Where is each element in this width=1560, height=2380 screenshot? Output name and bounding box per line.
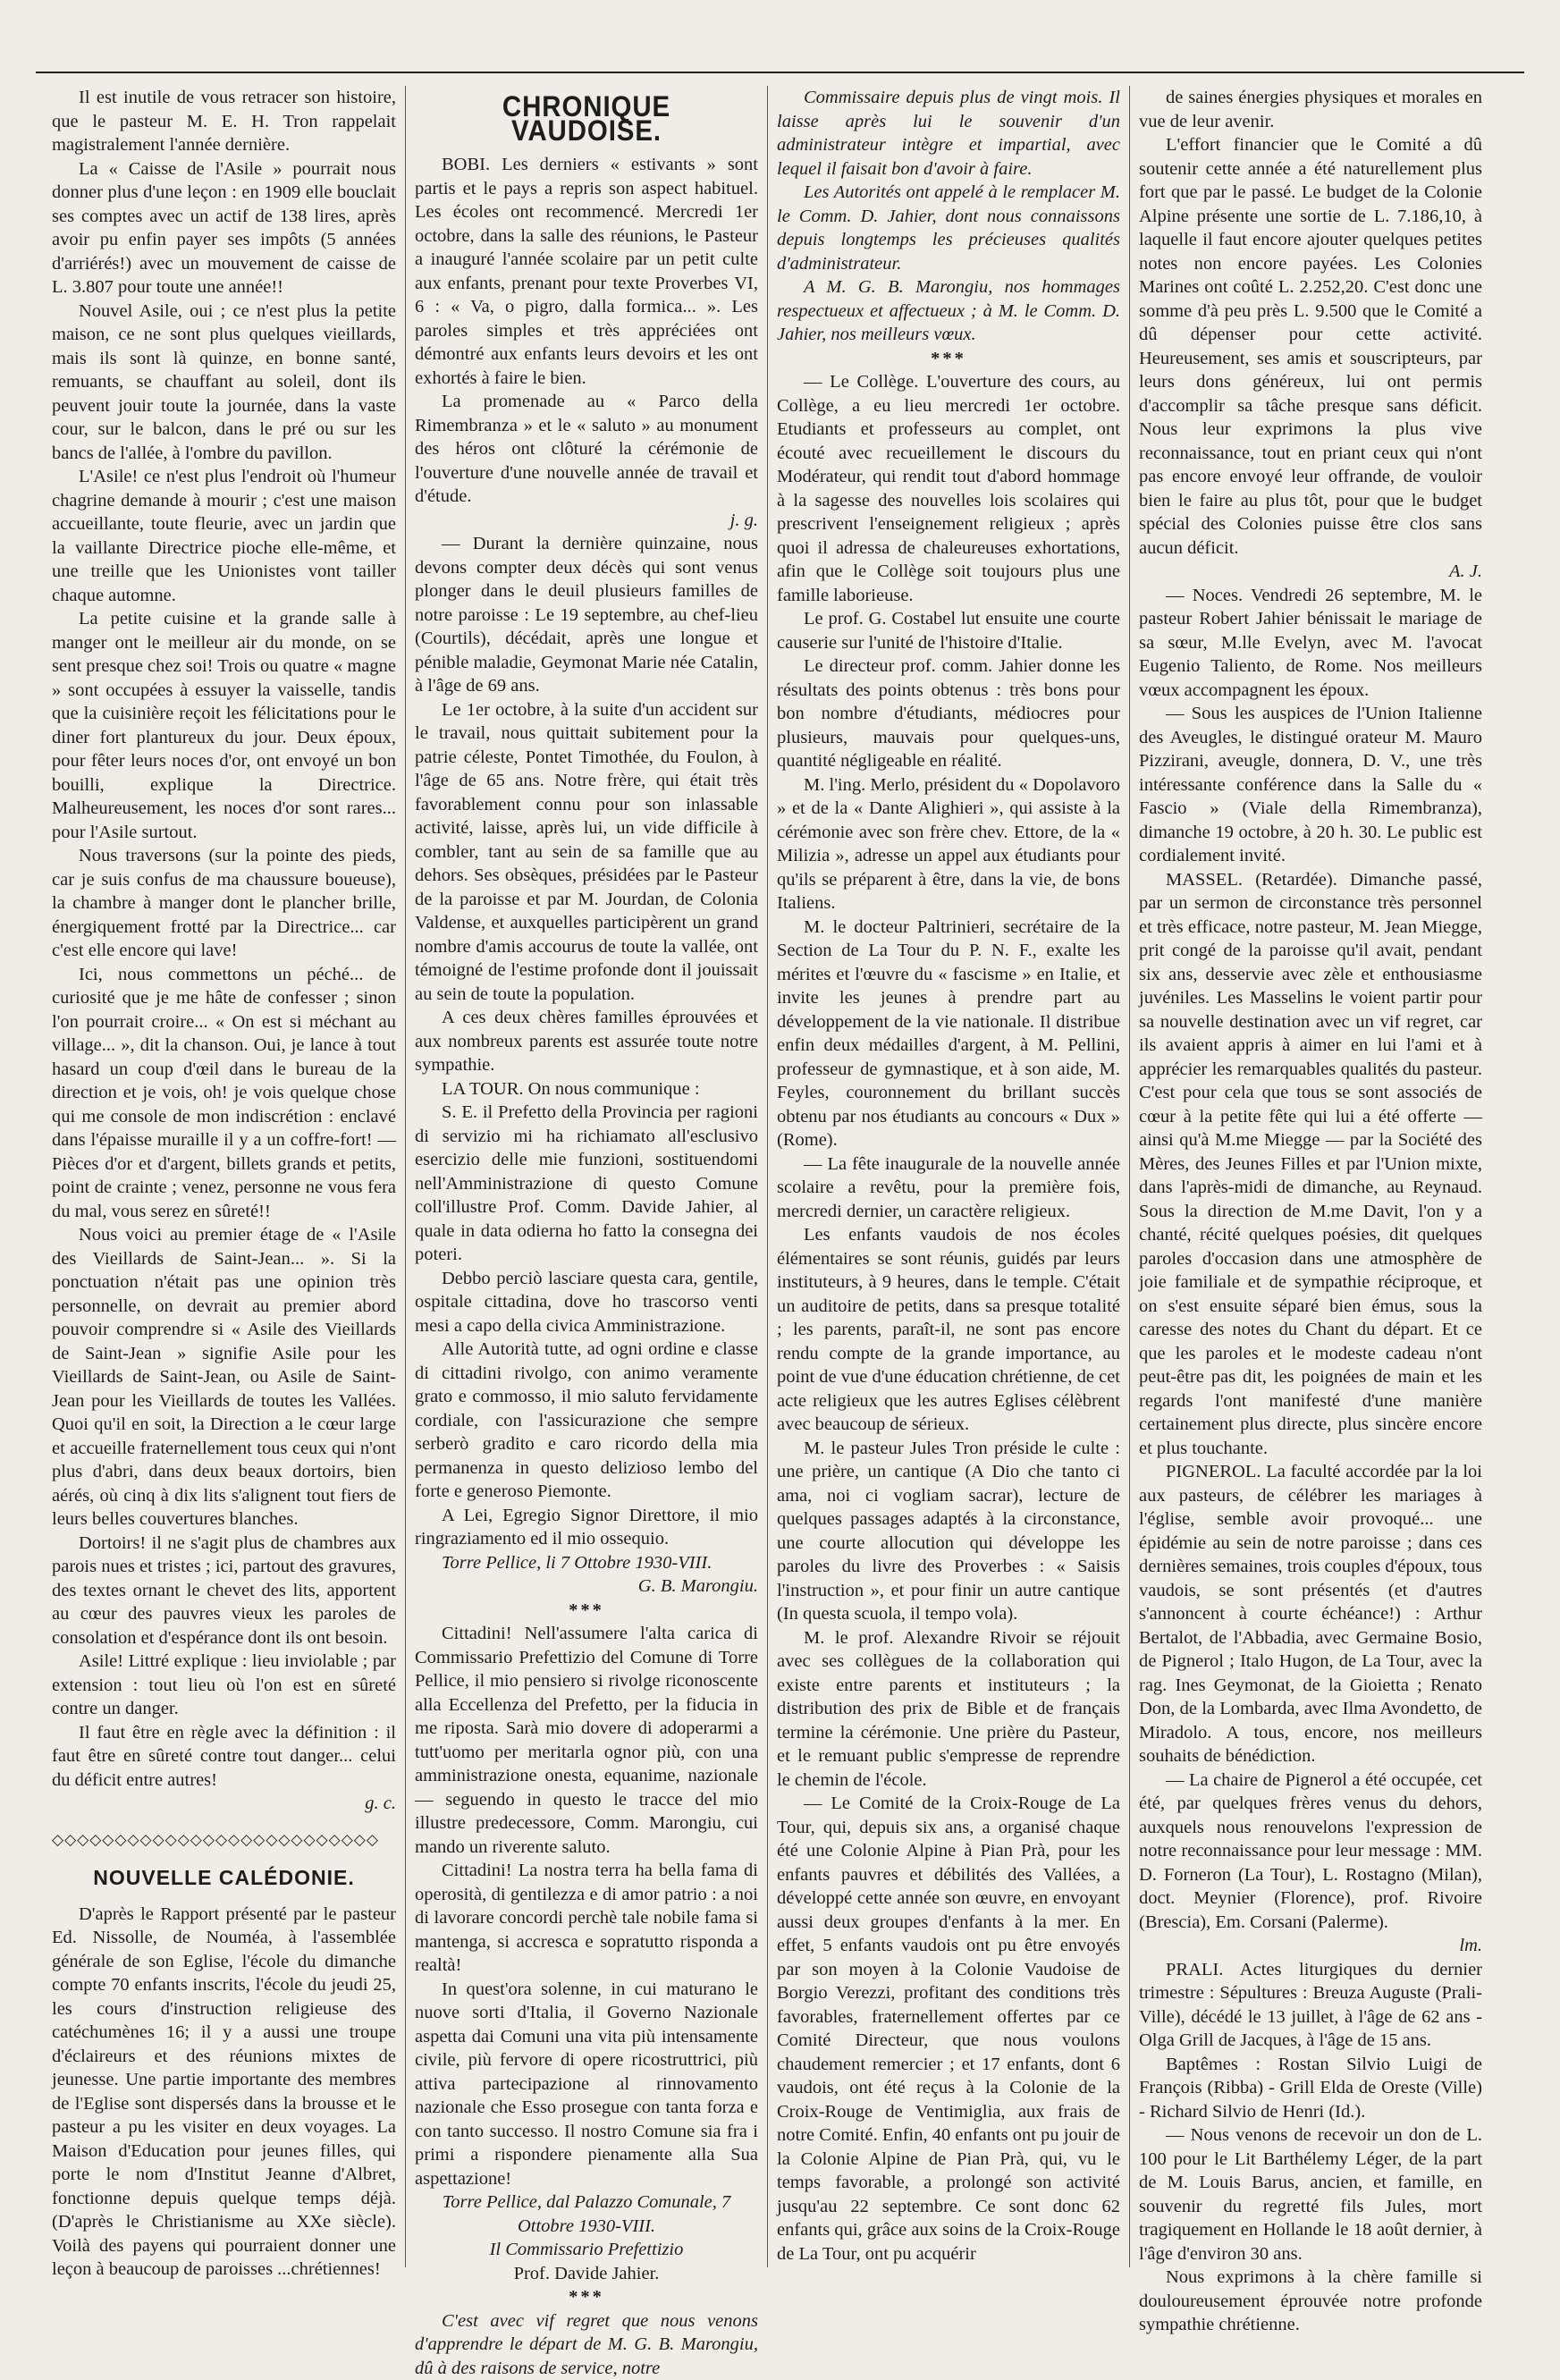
paragraph: Baptêmes : Rostan Silvio Luigi de François (Ribba) - Grill Elda de Oreste (Ville) - Richard Silvio de Henri (Id.).: [1139, 2053, 1482, 2124]
paragraph: PIGNEROL. La faculté accordée par la loi aux pasteurs, de célébrer les mariages à l'église, semble avoir provoqué... une épidémie au sein de notre paroisse ; dans ces dernières semaines, trois couples d'époux, tous vaudois, se sont présentés (et d'autres s'annoncent à courte échéance!) : Arthur Bertalot, de l'Abbadia, avec Germaine Bosio, de Pignerol ; Italo Hugon, de La Tour, avec la rag. Ines Geymonat, de la Gioietta ; Renato Don, de la Lombarda, avec Ilma Avondetto, de Miradolo. A tous, encore, nos meilleurs souhaits de bénédiction.: [1139, 1460, 1482, 1768]
paragraph: MASSEL. (Retardée). Dimanche passé, par un sermon de circonstance très personnel et très efficace, notre pasteur, M. Jean Miegge, prit congé de la paroisse qu'il avait, pendant six ans, desservie avec zèle et enthousiasme juvéniles. Les Masselins le voient partir pour sa nouvelle destination avec un vif regret, car ils avaient appris à aimer en lui l'ami et à apprécier les remarquables qualités du pasteur. C'est pour cela que tous se sont associés de cœur à la petite fête qui lui a été offerte — ainsi qu'à M.me Miegge — par la Société des Mères, des Jeunes Filles et par l'Union mixte, dans l'après-midi de dimanche, au Reynaud. Sous la direction de M.me Davit, l'on y a chanté, récité quelques poésies, dit quelques paroles d'occasion dans une atmosphère de joie familiale et de sympathie réciproque, et on s'est ensuite séparé bien émus, sous la caresse des notes du Chant du départ. Et ce que les paroles et le modeste cadeau n'ont peut-être pas dit, les poignées de main et les regards l'ont manifesté d'une manière certainement plus directe, plus sincère encore et plus touchante.: [1139, 868, 1482, 1461]
paragraph: A Lei, Egregio Signor Direttore, il mio ringraziamento ed il mio ossequio.: [415, 1504, 758, 1551]
paragraph: — Sous les auspices de l'Union Italienne des Aveugles, le distingué orateur M. Mauro Pizzirani, aveugle, donnera, D. V., une très intéressante conférence dans la Salle du « Fascio » (Viale della Rimembranza), dimanche 19 octobre, à 20 h. 30. Le public est cordialement invité.: [1139, 702, 1482, 868]
ornament-divider: ◇◇◇◇◇◇◇◇◇◇◇◇◇◇◇◇◇◇◇◇◇◇◇◇◇◇: [52, 1828, 396, 1853]
paragraph: A M. G. B. Marongiu, nos hommages respectueux et affectueux ; à M. le Comm. D. Jahier, nos meilleurs vœux.: [777, 275, 1120, 347]
paragraph: — Nous venons de recevoir un don de L. 100 pour le Lit Barthélemy Léger, de la part de M. Louis Barus, ancien, et famille, en souvenir du regretté fils Jules, mort tragiquement en Hollande le 18 août dernier, à l'âge d'environ 30 ans.: [1139, 2123, 1482, 2266]
column-4: [1129, 86, 1491, 2267]
paragraph: de saines énergies physiques et morales en vue de leur avenir.: [1139, 86, 1482, 133]
top-rule: [36, 72, 1524, 73]
separator-stars: ***: [415, 2285, 758, 2309]
paragraph: S. E. il Prefetto della Provincia per ragioni di servizio mi ha richiamato all'esclusivo esercizio delle mie funzioni, sostituendomi nell'Amministrazione di questo Comune coll'illustre Prof. Comm. Davide Jahier, al quale in data odierna ho fatto la consegna dei poteri.: [415, 1101, 758, 1267]
paragraph: PRALI. Actes liturgiques du dernier trimestre : Sépultures : Breuza Auguste (Prali-Ville), décédé le 13 juillet, à l'âge de 62 ans - Olga Grill de Jacques, à l'âge de 15 ans.: [1139, 1958, 1482, 2053]
paragraph: Cittadini! Nell'assumere l'alta carica di Commissario Prefettizio del Comune di Torre Pellice, il mio pensiero si rivolge riconoscente alla Eccellenza del Prefetto, per la fiducia in me riposta. Sarà mio dovere di adoperarmi a tutt'uomo per meritarla ognor più, con una amministrazione onesta, equanime, nazionale — seguendo in questo le tracce del mio illustre predecessore, Comm. Marongiu, cui mando un riverente saluto.: [415, 1622, 758, 1859]
signature: G. B. Marongiu.: [415, 1574, 758, 1599]
paragraph: Nous traversons (sur la pointe des pieds, car je suis confus de ma chaussure boueuse), la chambre à manger dont le plancher brille, énergiquement frotté par la Directrice... car c'est elle encore qui lave!: [52, 844, 396, 963]
paragraph: — La fête inaugurale de la nouvelle année scolaire a revêtu, pour la première fois, mercredi dernier, un caractère religieux.: [777, 1152, 1120, 1224]
paragraph: Nous voici au premier étage de « l'Asile des Vieillards de Saint-Jean... ». Si la ponctuation n'était pas une opinion très personnelle, on devrait au premier abord pouvoir comprendre si « Asile des Vieillards de Saint-Jean » signifie Asile pour les Vieillards de Saint-Jean, ou Asile de Saint-Jean pour les Vieillards de toutes les Vallées. Quoi qu'il en soit, la Direction a le cœur large et accueille fraternellement tous ceux qui n'ont plus d'abri, dans deux beaux dortoirs, bien aérés, où cinq à dix lits s'alignent tout fiers de leurs belles couvertures blanches.: [52, 1223, 396, 1532]
paragraph: La « Caisse de l'Asile » pourrait nous donner plus d'une leçon : en 1909 elle bouclait ses comptes avec un actif de 138 lires, après avoir pu enfin payer ses impôts (5 années d'arriérés!) avec un mouvement de caisse de L. 3.807 pour toute une année!!: [52, 157, 396, 300]
paragraph: — Le Collège. L'ouverture des cours, au Collège, a eu lieu mercredi 1er octobre. Etudiants et professeurs au complet, ont écouté avec recueillement le discours du Modérateur, qui rendit tout d'abord hommage à la sagesse des nouvelles lois scolaires qui prescrivent l'enseignement religieux ; après quoi il adressa de chaleureuses exhortations, afin que le Collège soit toujours plus une famille laborieuse.: [777, 370, 1120, 607]
dateline: Torre Pellice, dal Palazzo Comunale, 7 Ottobre 1930-VIII.: [415, 2190, 758, 2238]
dateline: Torre Pellice, li 7 Ottobre 1930-VIII.: [415, 1551, 758, 1575]
paragraph: D'après le Rapport présenté par le pasteur Ed. Nissolle, de Nouméa, à l'assemblée générale de son Eglise, l'école du dimanche compte 70 enfants inscrits, l'école du jeudi 25, les cours d'instruction religieuse des catéchumènes 16; il y a aussi une troupe d'éclaireurs et des réunions mixtes de jeunesse. Une partie importante des membres de l'Eglise sont dispersés dans la brousse et le pasteur a pu les visiter en deux voyages. La Maison d'Education pour jeunes filles, qui porte le nom d'Institut Jeanne d'Albret, fonctionne depuis quelque temps déjà. (D'après le Christianisme au XXe siècle). Voilà des payens qui pourraient donner une leçon à beaucoup de paroisses ...chrétiennes!: [52, 1903, 396, 2282]
paragraph: Les enfants vaudois de nos écoles élémentaires se sont réunis, guidés par leurs instituteurs, à 9 heures, dans le temple. C'était un auditoire de petits, dans sa presque totalité ; les parents, paraît-il, ne sont pas encore rendu compte de la grande importance, au point de vue d'une éducation chrétienne, de cet acte religieux que les autres Eglises célèbrent avec beaucoup de sérieux.: [777, 1223, 1120, 1437]
paragraph: L'effort financier que le Comité a dû soutenir cette année a été naturellement plus fort que par le passé. Le budget de la Colonie Alpine présente une sortie de L. 7.186,10, à laquelle il faut encore ajouter quelques petites notes non encore payées. Les Colonies Marines ont coûté L. 2.252,20. C'est donc une somme d'à peu près L. 9.500 que le Comité a dû dépenser pour cette activité. Heureusement, ses amis et souscripteurs, par leurs dons généreux, lui ont permis d'accomplir sa tâche presque sans déficit. Nous leur exprimons la plus vive reconnaissance, tout en priant ceux qui n'ont pas encore envoyé leur offrande, de vouloir bien le faire au plus tôt, pour que le budget spécial des Colonies puisse être clos sans aucun déficit.: [1139, 133, 1482, 560]
separator-stars: ***: [415, 1599, 758, 1623]
columns: [43, 86, 1518, 2267]
signature: Prof. Davide Jahier.: [415, 2262, 758, 2286]
paragraph: BOBI. Les derniers « estivants » sont partis et le pays a repris son aspect habituel. Les écoles ont recommencé. Mercredi 1er octobre, dans la salle des réunions, le Pasteur a inauguré l'année scolaire par un petit culte aux enfants, prenant pour texte Proverbes VI, 6 : « Va, o pigro, dalla formica... ». Les paroles simples et très appréciées ont démontré aux enfants leurs devoirs et les ont exhortés à faire le bien.: [415, 153, 758, 390]
paragraph: Alle Autorità tutte, ad ogni ordine e classe di cittadini rivolgo, con animo veramente grato e commosso, il mio saluto fervidamente cordiale, con l'assicurazione che sempre serberò gradito e caro ricordo della mia permanenza in questo delizioso lembo del forte e generoso Piemonte.: [415, 1338, 758, 1504]
signature: A. J.: [1139, 560, 1482, 584]
paragraph: La promenade au « Parco della Rimembranza » et le « saluto » au monument des héros ont clôturé la cérémonie de l'ouverture d'une nouvelle année de travail et d'étude.: [415, 390, 758, 509]
paragraph: In quest'ora solenne, in cui maturano le nuove sorti d'Italia, il Governo Nazionale aspetta dai Comuni una vita più intensamente civile, più fervore di opere ricostruttrici, più attiva partecipazione al rinnovamento nazionale che Esso prosegue con tanta forza e con tanto successo. Il nostro Comune sia fra i primi a rispondere pienamente alla Sua aspettazione!: [415, 1978, 758, 2191]
paragraph: Ici, nous commettons un péché... de curiosité que je me hâte de confesser ; sinon l'on pourrait croire... « On est si méchant au village... », dit la chanson. Oui, je lance à tout hasard un coup d'œil dans le bureau de la direction et je vois, oh! je vois quelque chose qui me console de mon indiscrétion : enclavé dans l'épaisse muraille il y a un coffre-fort! — Pièces d'or et d'argent, billets grands et petits, point de crainte ; venez, personne ne vous fera du mal, vous serez en sûreté!!: [52, 963, 396, 1224]
paragraph: M. l'ing. Merlo, président du « Dopolavoro » et de la « Dante Alighieri », qui assiste à la cérémonie avec son frère chev. Ettore, de la « Milizia », adresse un appel aux étudiants pour qu'ils se préparent à être, dans la vie, de bons Italiens.: [777, 773, 1120, 916]
paragraph: La petite cuisine et la grande salle à manger ont le meilleur air du monde, on se sent presque chez soi! Trois ou quatre « magne » sont occupées à essuyer la vaisselle, tandis que la cuisinière reçoit les félicitations pour le diner fort plantureux du jour. Deux époux, pour fêter leurs noces d'or, ont envoyé un bon bouilli, explique la Directrice. Malheureusement, les noces d'or sont rares... pour l'Asile surtout.: [52, 607, 396, 844]
separator-stars: ***: [777, 347, 1120, 371]
paragraph: M. le prof. Alexandre Rivoir se réjouit avec ses collègues de la collaboration qui existe entre parents et instituteurs ; la distribution des prix de Bible et de français termine la cérémonie. Une prière du Pasteur, et le remuant public s'empresse de reprendre le chemin de l'école.: [777, 1626, 1120, 1793]
paragraph: A ces deux chères familles éprouvées et aux nombreux parents est assurée toute notre sympathie.: [415, 1006, 758, 1077]
paragraph: Le 1er octobre, à la suite d'un accident sur le travail, nous quittait subitement pour la patrie céleste, Pontet Timothée, du Foulon, à l'âge de 65 ans. Notre frère, qui était très favorablement connu pour son inlassable activité, laisse, après lui, un vide difficile à combler, tant au sein de sa famille que au dehors. Ses obsèques, présidées par le Pasteur de la paroisse et par M. Jourdan, de Colonia Valdense, et auxquelles participèrent un grand nombre d'amis accourus de toute la vallée, ont témoigné de l'estime profonde dont il jouissait au sein de toute la population.: [415, 698, 758, 1007]
signature: j. g.: [415, 509, 758, 533]
paragraph: Le directeur prof. comm. Jahier donne les résultats des points obtenus : très bons pour bon nombre d'étudiants, médiocres pour plusieurs, mauvais pour quelques-uns, quantité négligeable en réalité.: [777, 654, 1120, 773]
paragraph: M. le pasteur Jules Tron préside le culte : une prière, un cantique (A Dio che tanto ci ama, noi ci vogliam sacrar), lecture de quelques passages adaptés à la circonstance, une courte allocution qui développe les paroles du livre des Proverbes : « Saisis l'instruction », et pour finir un autre cantique (In questa scuola, il tempo vola).: [777, 1437, 1120, 1626]
paragraph: Asile! Littré explique : lieu inviolable ; par extension : tout lieu où l'on est en sûreté contre un danger.: [52, 1650, 396, 1721]
paragraph: — La chaire de Pignerol a été occupée, cet été, par quelques frères venus du dehors, auxquels nous renouvelons l'expression de notre reconnaissance pour leur message : MM. D. Forneron (La Tour), L. Rostagno (Milan), doct. Meynier (Florence), prof. Rivoire (Brescia), Em. Corsani (Palerme).: [1139, 1768, 1482, 1935]
paragraph: — Durant la dernière quinzaine, nous devons compter deux décès qui sont venus plonger dans le deuil plusieurs familles de notre paroisse : Le 19 septembre, au chef-lieu (Courtils), décédait, après une longue et pénible maladie, Geymonat Marie née Catalin, à l'âge de 69 ans.: [415, 532, 758, 698]
paragraph: Nous exprimons à la chère famille si douloureusement éprouvée notre profonde sympathie chrétienne.: [1139, 2266, 1482, 2337]
paragraph: — Noces. Vendredi 26 septembre, M. le pasteur Robert Jahier bénissait le mariage de sa sœur, M.lle Evelyn, avec M. l'avocat Eugenio Taliento, de Rome. Nos meilleurs vœux accompagnent les époux.: [1139, 584, 1482, 703]
paragraph: LA TOUR. On nous communique :: [415, 1077, 758, 1101]
paragraph: Dortoirs! il ne s'agit plus de chambres aux parois nues et tristes ; ici, partout des gravures, des textes ornant le chevet des lits, apportent au cœur des pauvres vieux les paroles de consolation et d'espérance dont ils ont besoin.: [52, 1532, 396, 1650]
paragraph: Cittadini! La nostra terra ha bella fama di operosità, di gentilezza e di amor patrio : a noi di lavorare concordi perchè tale nobile fama si mantenga, si accresca e sopratutto risponda a realtà!: [415, 1859, 758, 1978]
section-title: NOUVELLE CALÉDONIE.: [52, 1866, 396, 1890]
column-1: [43, 86, 405, 2267]
signature: g. c.: [52, 1792, 396, 1816]
column-2: [405, 86, 767, 2267]
paragraph: — Le Comité de la Croix-Rouge de La Tour, qui, depuis six ans, a organisé chaque été une Colonie Alpine à Pian Prà, pour les enfants pauvres et débilités des Vallées, a développé cette année son œuvre, en envoyant aussi deux groupes d'enfants à la mer. En effet, 5 enfants vaudois ont pu être envoyés par son moyen à la Colonie Vaudoise de Borgio Verezzi, profitant des conditions très favorables, fraternellement offertes par ce Comité Directeur, que nous voulons chaudement remercier ; et 17 enfants, dont 6 vaudois, ont été reçus à la Colonie de la Croix-Rouge de Ventimiglia, aux frais de notre Comité. Enfin, 40 enfants ont pu jouir de la Colonie Alpine de Pian Prà, qui, vu le temps favorable, a prolongé son activité jusqu'au 22 septembre. Ce sont donc 62 enfants qui, grâce aux soins de la Croix-Rouge de La Tour, ont pu acquérir: [777, 1792, 1120, 2266]
paragraph: Le prof. G. Costabel lut ensuite une courte causerie sur l'unité de l'histoire d'Italie.: [777, 607, 1120, 654]
paragraph: M. le docteur Paltrinieri, secrétaire de la Section de La Tour du P. N. F., exalte les mérites et l'œuvre du « fascisme » en Italie, et invite les jeunes à prendre part au développement de la vie nationale. Il distribue enfin deux médailles d'argent, à M. Pellini, professeur de gymnastique, et à son aide, M. Feyles, couronnement du brillant succès obtenu par nos étudiants au concours « Dux » (Rome).: [777, 916, 1120, 1152]
paragraph: Commissaire depuis plus de vingt mois. Il laisse après lui le souvenir d'un administrateur intègre et impartial, avec lequel il faisait bon d'avoir à faire.: [777, 86, 1120, 181]
column-3: [767, 86, 1129, 2267]
paragraph: Il est inutile de vous retracer son histoire, que le pasteur M. E. H. Tron rappelait magistralement l'année dernière.: [52, 86, 396, 157]
page-title: CHRONIQUE VAUDOISE.: [428, 95, 744, 142]
signature: lm.: [1139, 1934, 1482, 1958]
paragraph: C'est avec vif regret que nous venons d'apprendre le départ de M. G. B. Marongiu, dû à des raisons de service, notre: [415, 2309, 758, 2380]
paragraph: Debbo perciò lasciare questa cara, gentile, ospitale cittadina, dove ho trascorso venti mesi a capo della civica Amministrazione.: [415, 1267, 758, 1338]
paragraph: Les Autorités ont appelé à le remplacer M. le Comm. D. Jahier, dont nous connaissons depuis longtemps les précieuses qualités d'administrateur.: [777, 181, 1120, 275]
paragraph: Nouvel Asile, oui ; ce n'est plus la petite maison, ce ne sont plus quelques vieillards, mais ils sont là quinze, en bonne santé, remuants, se chauffant au soleil, dont ils peuvent jouir toute la journée, dans la vaste cour, sur le balcon, dans le pré ou sur les bancs de l'allée, à l'ombre du pavillon.: [52, 300, 396, 466]
paragraph: Il faut être en règle avec la définition : il faut être en sûreté contre tout danger... celui du déficit entre autres!: [52, 1721, 396, 1793]
signature-title: Il Commissario Prefettizio: [415, 2238, 758, 2262]
paragraph: L'Asile! ce n'est plus l'endroit où l'humeur chagrine demande à mourir ; c'est une maison accueillante, toute fleurie, avec un jardin que la vaillante Directrice pioche elle-même, et une treille que les Unionistes vont tailler chaque automne.: [52, 465, 396, 607]
